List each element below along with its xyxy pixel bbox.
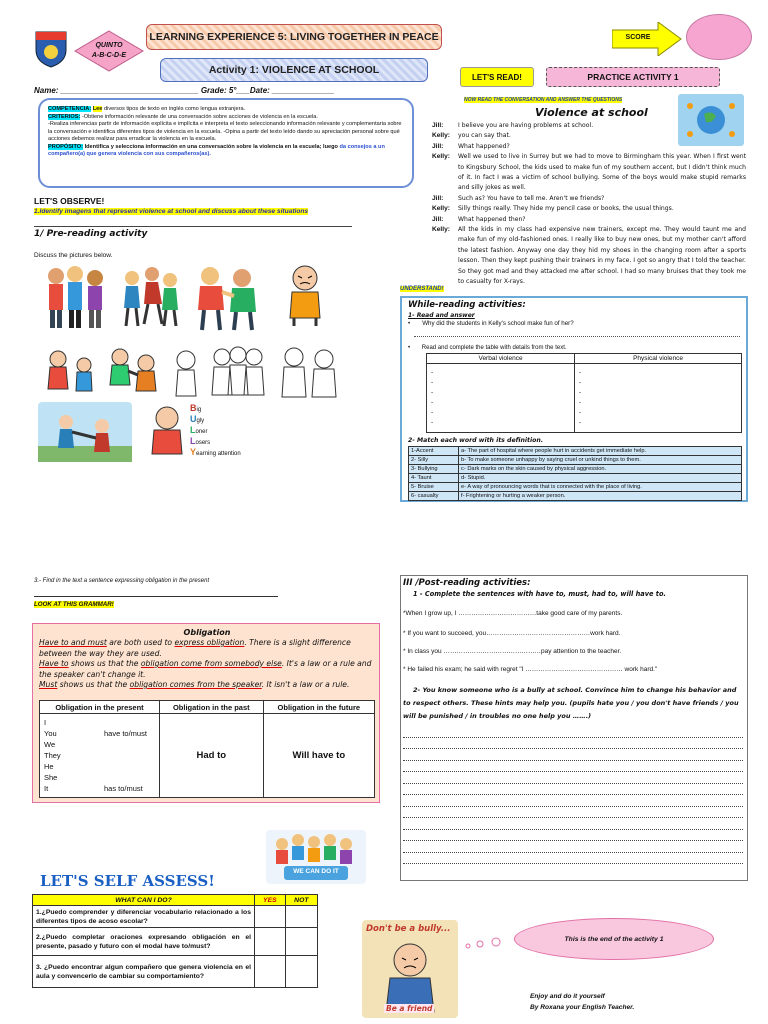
- picture-kids-pushing: [190, 262, 266, 332]
- match-word: 2- Silly: [409, 456, 459, 465]
- not-check-1[interactable]: [285, 906, 317, 928]
- writing-line[interactable]: [403, 726, 743, 738]
- writing-line[interactable]: [403, 830, 743, 842]
- had-to-cell: Had to: [160, 714, 264, 798]
- yes-check-1[interactable]: [255, 906, 286, 928]
- competencia-box: [38, 98, 414, 188]
- reading-instruction: NOW READ THE CONVERSATION AND ANSWER THE QUESTIONS: [464, 97, 623, 103]
- picture-kids-fighting: [104, 345, 162, 401]
- self-row-1: 1.¿Puedo comprender y diferenciar vocabulario relacionado a los diferentes tipos de acoso escolar?: [33, 906, 255, 928]
- writing-line[interactable]: [403, 841, 743, 853]
- q3-instruction: 3.- Find in the text a sentence expressing obligation in the present: [34, 578, 210, 584]
- match-word: 1-Accent: [409, 447, 459, 456]
- not-check-2[interactable]: [285, 928, 317, 956]
- match-word: 3- Bullying: [409, 465, 459, 474]
- q1-table-instruction: • Read and complete the table with details from the text.: [408, 345, 567, 351]
- writing-line[interactable]: [403, 749, 743, 761]
- teacher-signature: By Roxana your English Teacher.: [530, 1004, 635, 1011]
- picture-students-group: [40, 262, 110, 330]
- proposito-text: Identifica y selecciona información en una conversación sobre la violencia en la escuela; luego: [83, 143, 338, 150]
- utterance: Silly things really. They hide my pencil case or books, the usual things.: [458, 205, 674, 213]
- experience-title: LEARNING EXPERIENCE 5: LIVING TOGETHER IN PEACE: [146, 24, 442, 50]
- observe-heading: LET'S OBSERVE!: [34, 196, 105, 206]
- q2-label: 2- Match each word with its definition.: [408, 437, 544, 444]
- writing-area[interactable]: [403, 726, 743, 864]
- writing-line[interactable]: [403, 807, 743, 819]
- match-definition: b- To make someone unhappy by saying cruel or unkind things to them.: [459, 456, 742, 465]
- look-grammar: LOOK AT THIS GRAMMAR!: [34, 601, 114, 608]
- speaker: Jill:: [432, 122, 444, 129]
- verbal-cell[interactable]: - - - - - -: [427, 364, 575, 433]
- future-header: Obligation in the future: [263, 701, 374, 714]
- practice-badge: PRACTICE ACTIVITY 1: [546, 67, 720, 87]
- competencia-text: diversos tipos de texto en inglés como lengua extranjera.: [102, 106, 246, 112]
- match-word: 4- Taunt: [409, 474, 459, 483]
- lets-read-badge: LET'S READ!: [460, 67, 534, 87]
- physical-cell[interactable]: - - - - - -: [575, 364, 742, 433]
- q1-label: 1- Read and answer: [408, 312, 475, 319]
- self-head: WHAT CAN I DO?: [33, 895, 255, 906]
- thought-dots: [462, 936, 518, 950]
- past-header: Obligation in the past: [160, 701, 264, 714]
- has-must: has to/must: [104, 784, 143, 793]
- grammar-box: [32, 623, 380, 803]
- speaker: Kelly:: [432, 132, 450, 140]
- proposito-key: PROPÓSITO:: [48, 143, 84, 150]
- picture-bully-kid: [144, 404, 190, 456]
- match-definition: f- Frightening or hurting a weaker person.: [459, 492, 742, 501]
- we-can-picture: [266, 830, 366, 884]
- utterance: Well we used to live in Surrey but we had to move to Birmingham this year. When I first went to Kingsbury School, the kids used to make fun of my southern accent, but I didn't think much of it. In fact I was a victim of school bullying. Some of the boys would make stupid remarks and silly jokes as well.: [458, 153, 746, 192]
- reading-title: Violence at school: [535, 106, 648, 119]
- self-row-2: 2.¿Puedo completar oraciones expresando obligación en el presente, pasado y futuro con el modal have to/must?: [33, 928, 255, 956]
- self-assess-table: [32, 894, 318, 988]
- answer-line[interactable]: [414, 329, 740, 337]
- be-friend-text: Be a friend: [386, 1004, 433, 1013]
- discuss-text: Discuss the pictures below.: [34, 252, 113, 259]
- not-header: NOT: [285, 895, 317, 906]
- observe-instruction: 1.Identify imagens that represent violence at school and discuss about these situations: [34, 208, 309, 215]
- score-box[interactable]: [686, 14, 752, 60]
- score-arrow: [612, 22, 682, 56]
- conversation: [432, 121, 746, 288]
- match-table: [408, 446, 742, 501]
- match-row: [409, 483, 742, 492]
- while-reading-box: [400, 296, 748, 502]
- match-row: [409, 474, 742, 483]
- picture-angry-boy: [280, 262, 330, 328]
- match-row: [409, 456, 742, 465]
- match-row: [409, 492, 742, 501]
- writing-line[interactable]: [403, 818, 743, 830]
- writing-line[interactable]: [403, 772, 743, 784]
- conversation-line: [432, 152, 746, 194]
- activity-title: Activity 1: VIOLENCE AT SCHOOL: [160, 58, 428, 82]
- self-assess-title: LET'S SELF ASSESS!: [40, 872, 215, 890]
- present-header: Obligation in the present: [40, 701, 160, 714]
- grade-shape: [74, 30, 144, 72]
- criterios-detail: -Realiza inferencias partir de información explícita e implícita e interpreta el texto seleccionando información relevante y complementaria sobre la conversación e identifica diferentes tipos de violencia en la escuela. -Opina a partir del texto leído dando su apreciación personal sobre qué acciones debemos realizar para erradicar la violencia en la escuela.: [48, 121, 402, 143]
- bully-acrostic: Big Ugly Loner Losers Yearning attention: [190, 403, 241, 457]
- writing-line[interactable]: [403, 784, 743, 796]
- yes-check-3[interactable]: [255, 956, 286, 988]
- speaker: Jill:: [432, 215, 444, 223]
- sentence-4[interactable]: * He failed his exam; he said with regret "I ……………………………………… work hard.": [403, 666, 658, 673]
- have-must: have to/must: [104, 729, 147, 738]
- picture-bullied-girl: [40, 345, 98, 397]
- conversation-line: [432, 204, 746, 214]
- sentence-1[interactable]: *When I grow up, I ………………………………take good care of my parents.: [403, 610, 623, 617]
- utterance: you can say that.: [458, 132, 511, 140]
- while-title: While-reading activities:: [408, 300, 526, 310]
- yes-check-2[interactable]: [255, 928, 286, 956]
- name-line[interactable]: Name: _______________________________ Grade: 5°___Date: ______________: [34, 86, 335, 95]
- conversation-line: [432, 194, 746, 204]
- post-q2: 2- You know someone who is a bully at school. Convince him to change his behavior and to respect others. These hints may help you. (pupils hate you / you don't have friends / you will be punished / in troubles no one help you …….): [403, 686, 739, 720]
- divider: [34, 226, 352, 227]
- match-definition: c- Dark marks on the skin caused by physical aggression.: [459, 465, 742, 474]
- picture-two-boys: [276, 345, 344, 401]
- criterios-key: CRITERIOS:: [48, 113, 81, 120]
- dont-bully-text: Don't be a bully...: [366, 924, 451, 934]
- school-badge: [34, 30, 68, 68]
- match-definition: a- The part of hospital where people hurt in accidents get immediate help.: [459, 447, 742, 456]
- q1-question: • Why did the students in Kelly's school make fun of her?: [408, 320, 574, 327]
- speaker: Kelly:: [432, 226, 450, 234]
- utterance: Such as? You have to tell me. Aren't we friends?: [458, 194, 605, 202]
- score-label: SCORE: [625, 34, 651, 41]
- utterance: I believe you are having problems at school.: [458, 122, 594, 129]
- competencia-key: COMPETENCIA:: [48, 106, 92, 112]
- grade-label: QUINTO: [95, 42, 123, 49]
- not-check-3[interactable]: [285, 956, 317, 988]
- match-word: 6- casualty: [409, 492, 459, 501]
- speaker: Jill:: [432, 194, 444, 202]
- picture-sad-child: [168, 348, 204, 400]
- yes-header: YES: [255, 895, 286, 906]
- writing-line[interactable]: [403, 853, 743, 865]
- conversation-line: [432, 215, 746, 225]
- competencia-verb: Lee: [92, 106, 103, 112]
- conversation-line: [432, 225, 746, 287]
- match-row: [409, 447, 742, 456]
- present-cell: I You We They He She It have to/must has to/must: [40, 714, 160, 798]
- writing-line[interactable]: [403, 738, 743, 750]
- writing-line[interactable]: [403, 795, 743, 807]
- utterance: What happened?: [458, 142, 510, 150]
- utterance: All the kids in my class had expensive new trainers, except me. They would taunt me and make fun of my old-fashioned ones. I really like to buy new ones, but my mother can't afford the latest fashion. Anyway one day they hid my shoes in the changing room after a sports lesson. Then they kept pushing their trainers in my face. I got so angry that I told the teacher. So they got mad and they attacked me after school. I had so many bruises that they took me to casualty for X-rays.: [458, 226, 746, 286]
- sentence-3[interactable]: * In class you ………………………………………pay attention to the teacher.: [403, 648, 622, 655]
- self-row-3: 3. ¿Puedo encontrar algun compañero que genera violencia en el aula y convencerlo de cambiar su comportamiento?: [33, 956, 255, 988]
- physical-header: Physical violence: [575, 354, 742, 364]
- post-q1: 1 - Complete the sentences with have to, must, had to, will have to.: [413, 590, 666, 598]
- writing-line[interactable]: [403, 761, 743, 773]
- picture-school-attack: [38, 402, 132, 462]
- match-definition: e- A way of pronouncing words that is connected with the place of living.: [459, 483, 742, 492]
- picture-girls-group: [208, 345, 266, 401]
- obligation-table: [39, 700, 375, 798]
- q3-answer-line[interactable]: [34, 589, 278, 597]
- violence-table: [426, 353, 742, 433]
- will-have-cell: Will have to: [263, 714, 374, 798]
- we-can-label: WE CAN DO IT: [293, 868, 339, 875]
- grammar-explanation: Have to and must are both used to express obligation. There is a slight difference between the way they are used. Have to shows us that the obligation come from somebody else. It's a law or a rule and the speaker can't change it. Must shows us that the obligation comes from the speaker. It isn't a law or a rule.: [39, 638, 372, 689]
- enjoy-text: Enjoy and do it yourself: [530, 993, 605, 1000]
- conversation-line: [432, 131, 746, 141]
- match-word: 5- Bruise: [409, 483, 459, 492]
- conversation-line: [432, 142, 746, 152]
- grammar-title: Obligation: [183, 628, 231, 637]
- end-cloud: This is the end of the activity 1: [514, 918, 714, 960]
- verbal-header: Verbal violence: [427, 354, 575, 364]
- criterios-text: -Obtiene información relevante de una conversación sobre acciones de violencia en la escuela.: [80, 113, 318, 120]
- speaker: Kelly:: [432, 153, 450, 161]
- post-title: III /Post-reading activities:: [403, 578, 531, 588]
- dont-bully-picture: [362, 920, 458, 1018]
- speaker: Jill:: [432, 142, 444, 150]
- speaker: Kelly:: [432, 205, 450, 213]
- conversation-line: [432, 121, 746, 131]
- understand-label: UNDERSTAND!: [400, 286, 444, 292]
- utterance: What happened then?: [458, 215, 526, 223]
- proposito-advice: da consejos a un compañero(a) que genera violencia con sus compañeros(as).: [48, 143, 385, 158]
- picture-fight-crowd: [120, 264, 182, 328]
- match-row: [409, 465, 742, 474]
- match-definition: d- Stupid.: [459, 474, 742, 483]
- pre-reading-title: 1/ Pre-reading activity: [34, 229, 148, 239]
- post-reading-box: [400, 575, 748, 881]
- sections-label: A-B-C-D-E: [91, 52, 127, 59]
- sentence-2[interactable]: * If you want to succeed, you…………………………………………work hard.: [403, 630, 621, 637]
